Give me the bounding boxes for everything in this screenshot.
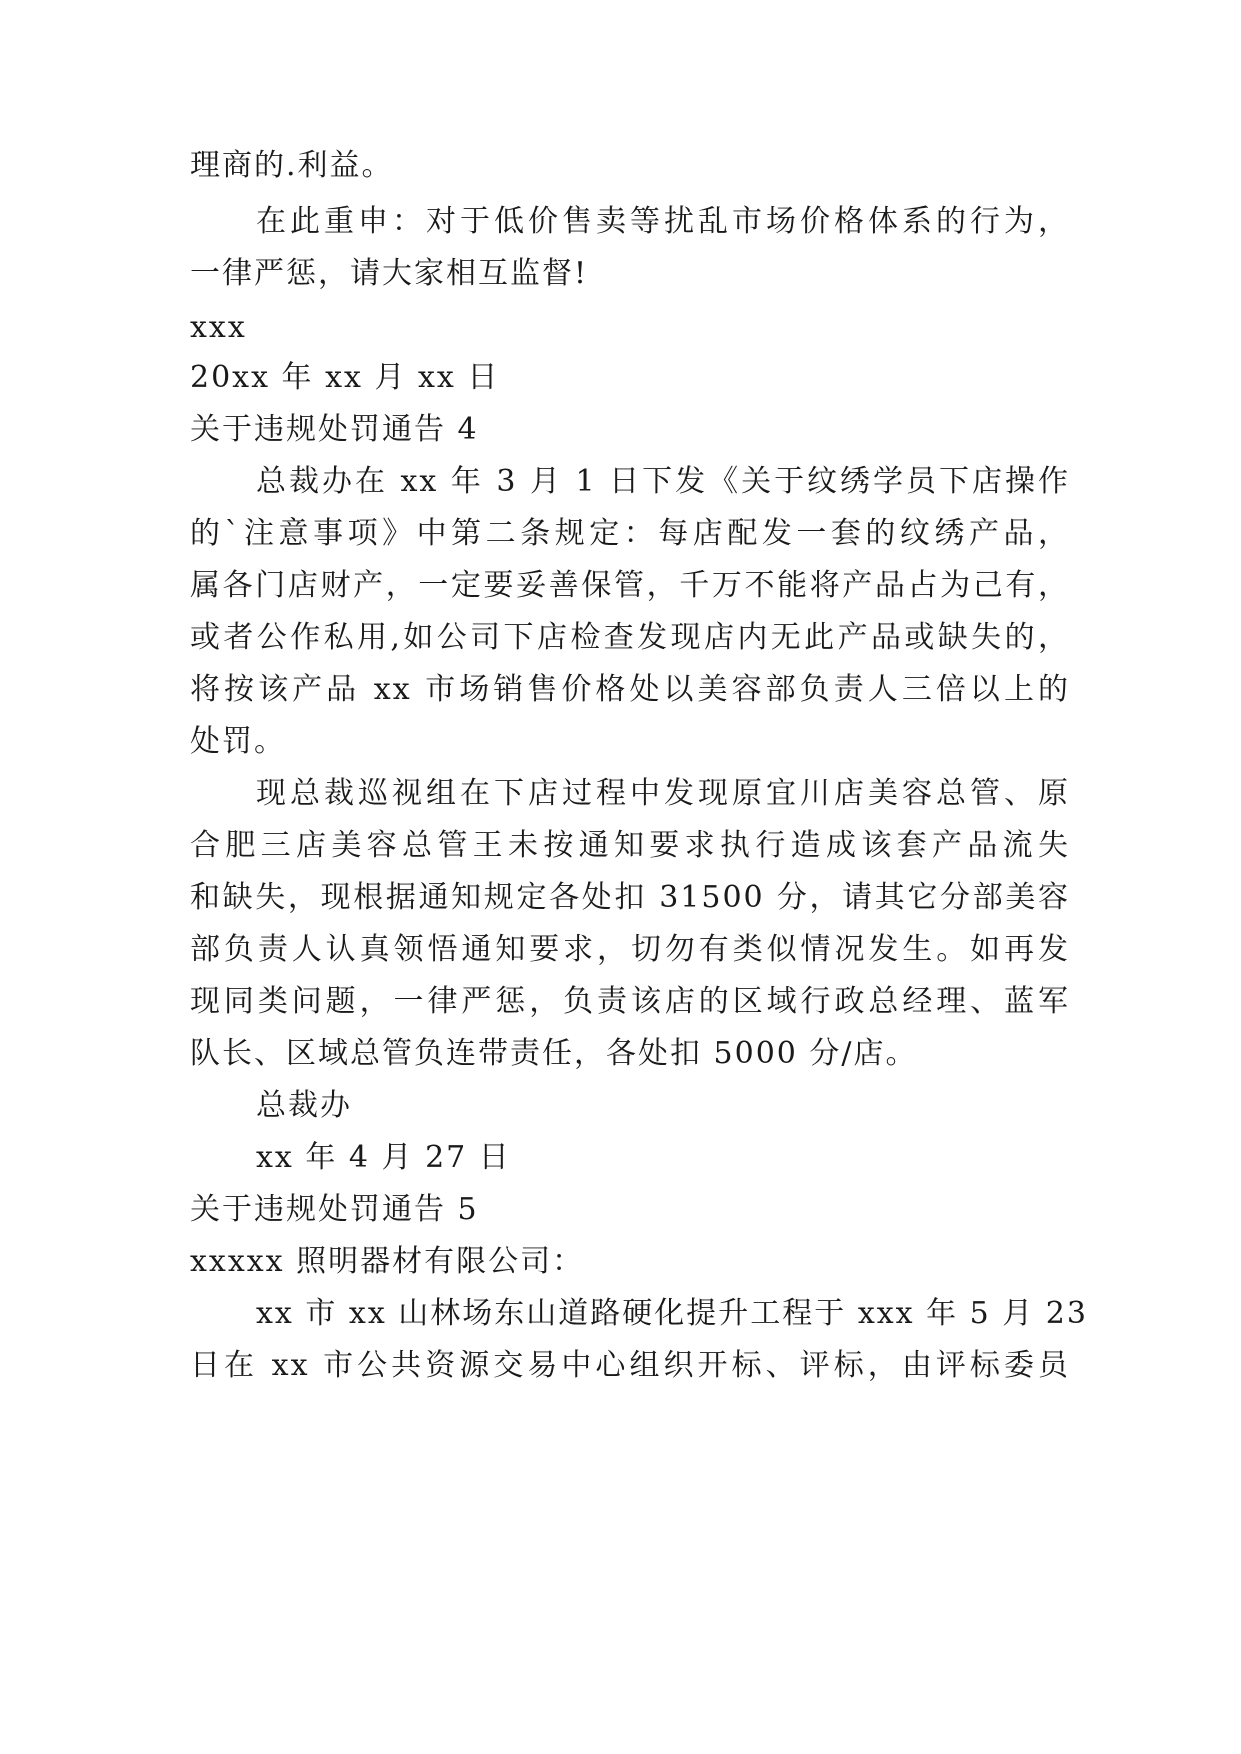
- paragraph-line: 合肥三店美容总管王未按通知要求执行造成该套产品流失: [190, 828, 1070, 863]
- paragraph-line: 的`注意事项》中第二条规定：每店配发一套的纹绣产品，: [190, 516, 1070, 551]
- paragraph-line: 理商的.利益。: [190, 148, 394, 183]
- paragraph-line: 现总裁巡视组在下店过程中发现原宜川店美容总管、原: [256, 776, 1070, 811]
- signature-name: xxx: [190, 310, 247, 345]
- section-title: 关于违规处罚通告 5: [190, 1192, 479, 1227]
- paragraph-line: xx 市 xx 山林场东山道路硬化提升工程于 xxx 年 5 月 23: [256, 1296, 1088, 1331]
- paragraph-line: 总裁办在 xx 年 3 月 1 日下发《关于纹绣学员下店操作: [256, 464, 1070, 499]
- signature-date: xx 年 4 月 27 日: [256, 1140, 511, 1175]
- signature-date: 20xx 年 xx 月 xx 日: [190, 360, 500, 395]
- paragraph-line: 队长、区域总管负连带责任，各处扣 5000 分/店。: [190, 1036, 918, 1071]
- paragraph-line: 一律严惩，请大家相互监督!: [190, 256, 589, 291]
- paragraph-line: 或者公作私用,如公司下店检查发现店内无此产品或缺失的，: [190, 620, 1070, 655]
- addressee: xxxxx 照明器材有限公司：: [190, 1244, 585, 1279]
- paragraph-line: 部负责人认真领悟通知要求，切勿有类似情况发生。如再发: [190, 932, 1070, 967]
- paragraph-line: 日在 xx 市公共资源交易中心组织开标、评标，由评标委员: [190, 1348, 1070, 1383]
- paragraph-line: 现同类问题，一律严惩，负责该店的区域行政总经理、蓝军: [190, 984, 1070, 1019]
- paragraph-line: 在此重申：对于低价售卖等扰乱市场价格体系的行为，: [256, 204, 1070, 239]
- paragraph-line: 和缺失，现根据通知规定各处扣 31500 分，请其它分部美容: [190, 880, 1070, 915]
- paragraph-line: 属各门店财产，一定要妥善保管，千万不能将产品占为己有，: [190, 568, 1070, 603]
- signature-name: 总裁办: [256, 1088, 352, 1123]
- paragraph-line: 处罚。: [190, 724, 286, 759]
- paragraph-line: 将按该产品 xx 市场销售价格处以美容部负责人三倍以上的: [190, 672, 1070, 707]
- section-title: 关于违规处罚通告 4: [190, 412, 479, 447]
